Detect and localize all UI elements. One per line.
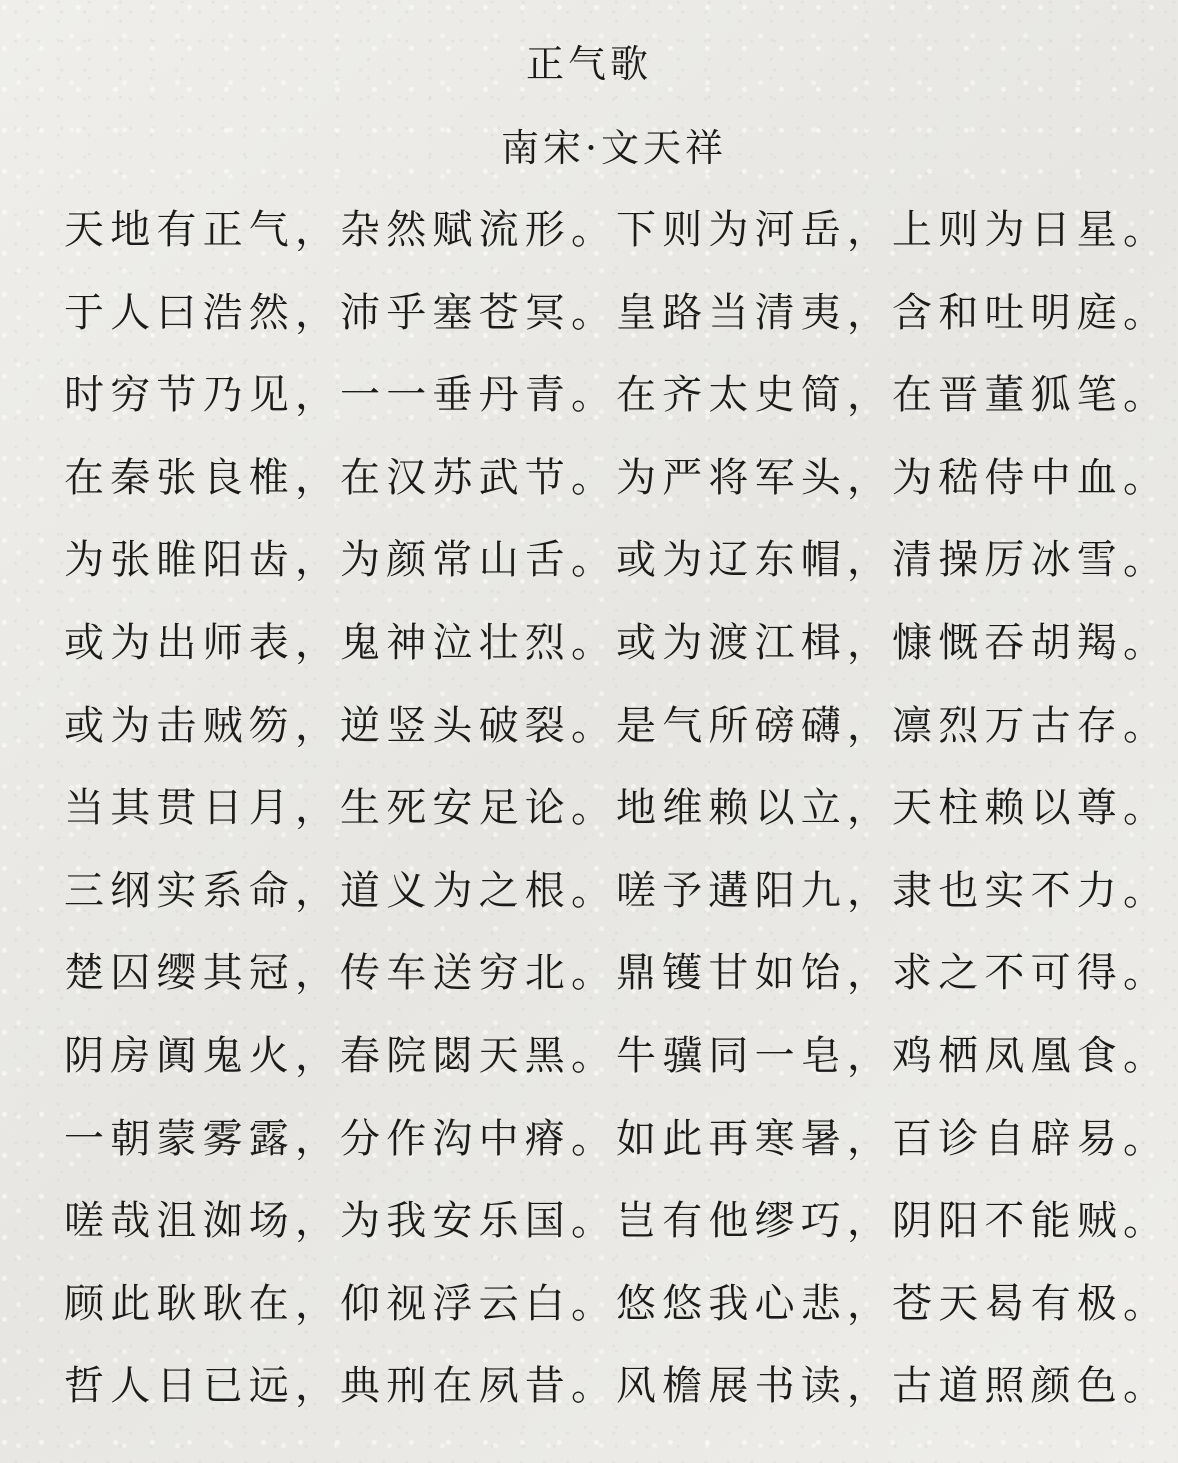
poem-phrase: 鬼神泣壮烈。 — [340, 619, 618, 666]
poem-phrase: 为嵇侍中血。 — [892, 454, 1170, 501]
poem-line — [64, 285, 1170, 368]
poem-phrase: 春院閟天黑。 — [340, 1032, 618, 1079]
poem-line — [64, 532, 1170, 615]
poem-phrase: 凛烈万古存。 — [892, 702, 1170, 749]
poem-phrase: 沛乎塞苍冥。 — [340, 289, 618, 336]
poem-phrase: 古道照颜色。 — [892, 1363, 1170, 1410]
poem-phrase: 顾此耿耿在， — [64, 1280, 342, 1327]
poem-phrase: 为颜常山舌。 — [340, 537, 618, 584]
poem-phrase: 天柱赖以尊。 — [892, 785, 1170, 832]
poem-phrase: 逆竖头破裂。 — [340, 702, 618, 749]
poem-body — [64, 202, 1170, 1441]
poem-phrase: 时穷节乃见， — [64, 372, 342, 419]
poem-phrase: 苍天曷有极。 — [892, 1280, 1170, 1327]
poem-line — [64, 698, 1170, 781]
poem-phrase: 为严将军头， — [616, 454, 894, 501]
poem-phrase: 嗟哉沮洳场， — [64, 1198, 342, 1245]
poem-phrase: 阴阳不能贼。 — [892, 1198, 1170, 1245]
poem-phrase: 如此再寒暑， — [616, 1115, 894, 1162]
poem-phrase: 或为辽东帽， — [616, 537, 894, 584]
poem-phrase: 道义为之根。 — [340, 867, 618, 914]
poem-title: 正气歌 — [525, 42, 652, 86]
poem-line — [64, 1193, 1170, 1276]
poem-phrase: 一一垂丹青。 — [340, 372, 618, 419]
poem-line — [64, 615, 1170, 698]
poem-phrase: 当其贯日月， — [64, 785, 342, 832]
poem-phrase: 鼎镬甘如饴， — [616, 950, 894, 997]
poem-line — [64, 1276, 1170, 1359]
poem-line — [64, 450, 1170, 533]
poem-phrase: 地维赖以立， — [616, 785, 894, 832]
poem-phrase: 或为击贼笏， — [64, 702, 342, 749]
poem-line — [64, 1028, 1170, 1111]
poem-line — [64, 780, 1170, 863]
poem-phrase: 是气所磅礴， — [616, 702, 894, 749]
poem-phrase: 为我安乐国。 — [340, 1198, 618, 1245]
poem-phrase: 含和吐明庭。 — [892, 289, 1170, 336]
poem-line — [64, 367, 1170, 450]
poem-phrase: 在汉苏武节。 — [340, 454, 618, 501]
poem-phrase: 或为渡江楫， — [616, 619, 894, 666]
poem-phrase: 在齐太史简， — [616, 372, 894, 419]
poem-phrase: 一朝蒙雾露， — [64, 1115, 342, 1162]
poem-line — [64, 202, 1170, 285]
poem-phrase: 楚囚缨其冠， — [64, 950, 342, 997]
poem-line — [64, 863, 1170, 946]
poem-phrase: 在秦张良椎， — [64, 454, 342, 501]
poem-line — [64, 1358, 1170, 1441]
poem-author: 南宋·文天祥 — [500, 126, 728, 170]
poem-phrase: 生死安足论。 — [340, 785, 618, 832]
poem-phrase: 岂有他缪巧， — [616, 1198, 894, 1245]
poem-phrase: 传车送穷北。 — [340, 950, 618, 997]
poem-phrase: 或为出师表， — [64, 619, 342, 666]
poem-phrase: 皇路当清夷， — [616, 289, 894, 336]
poem-phrase: 天地有正气， — [64, 207, 342, 253]
poem-phrase: 悠悠我心悲， — [616, 1280, 894, 1327]
poem-phrase: 上则为日星。 — [892, 207, 1170, 253]
poem-phrase: 仰视浮云白。 — [340, 1280, 618, 1327]
poem-line — [64, 945, 1170, 1028]
poem-phrase: 三纲实系命， — [64, 867, 342, 914]
poem-phrase: 求之不可得。 — [892, 950, 1170, 997]
poem-phrase: 为张睢阳齿， — [64, 537, 342, 584]
poem-phrase: 清操厉冰雪。 — [892, 537, 1170, 584]
poem-phrase: 风檐展书读， — [616, 1363, 894, 1410]
poem-phrase: 百诊自辟易。 — [892, 1115, 1170, 1162]
poem-phrase: 嗟予遘阳九， — [616, 867, 894, 914]
poem-phrase: 下则为河岳， — [616, 207, 894, 253]
poem-phrase: 阴房阗鬼火， — [64, 1032, 342, 1079]
poem-phrase: 分作沟中瘠。 — [340, 1115, 618, 1162]
poem-line — [64, 1111, 1170, 1194]
poem-phrase: 于人曰浩然， — [64, 289, 342, 336]
poem-phrase: 典刑在夙昔。 — [340, 1363, 618, 1410]
poem-phrase: 鸡栖凤凰食。 — [892, 1032, 1170, 1079]
poem-phrase: 哲人日已远， — [64, 1363, 342, 1410]
poem-phrase: 杂然赋流形。 — [340, 207, 618, 253]
poem-phrase: 牛骥同一皂， — [616, 1032, 894, 1079]
poem-phrase: 慷慨吞胡羯。 — [892, 619, 1170, 666]
poem-phrase: 隶也实不力。 — [892, 867, 1170, 914]
poem-phrase: 在晋董狐笔。 — [892, 372, 1170, 419]
